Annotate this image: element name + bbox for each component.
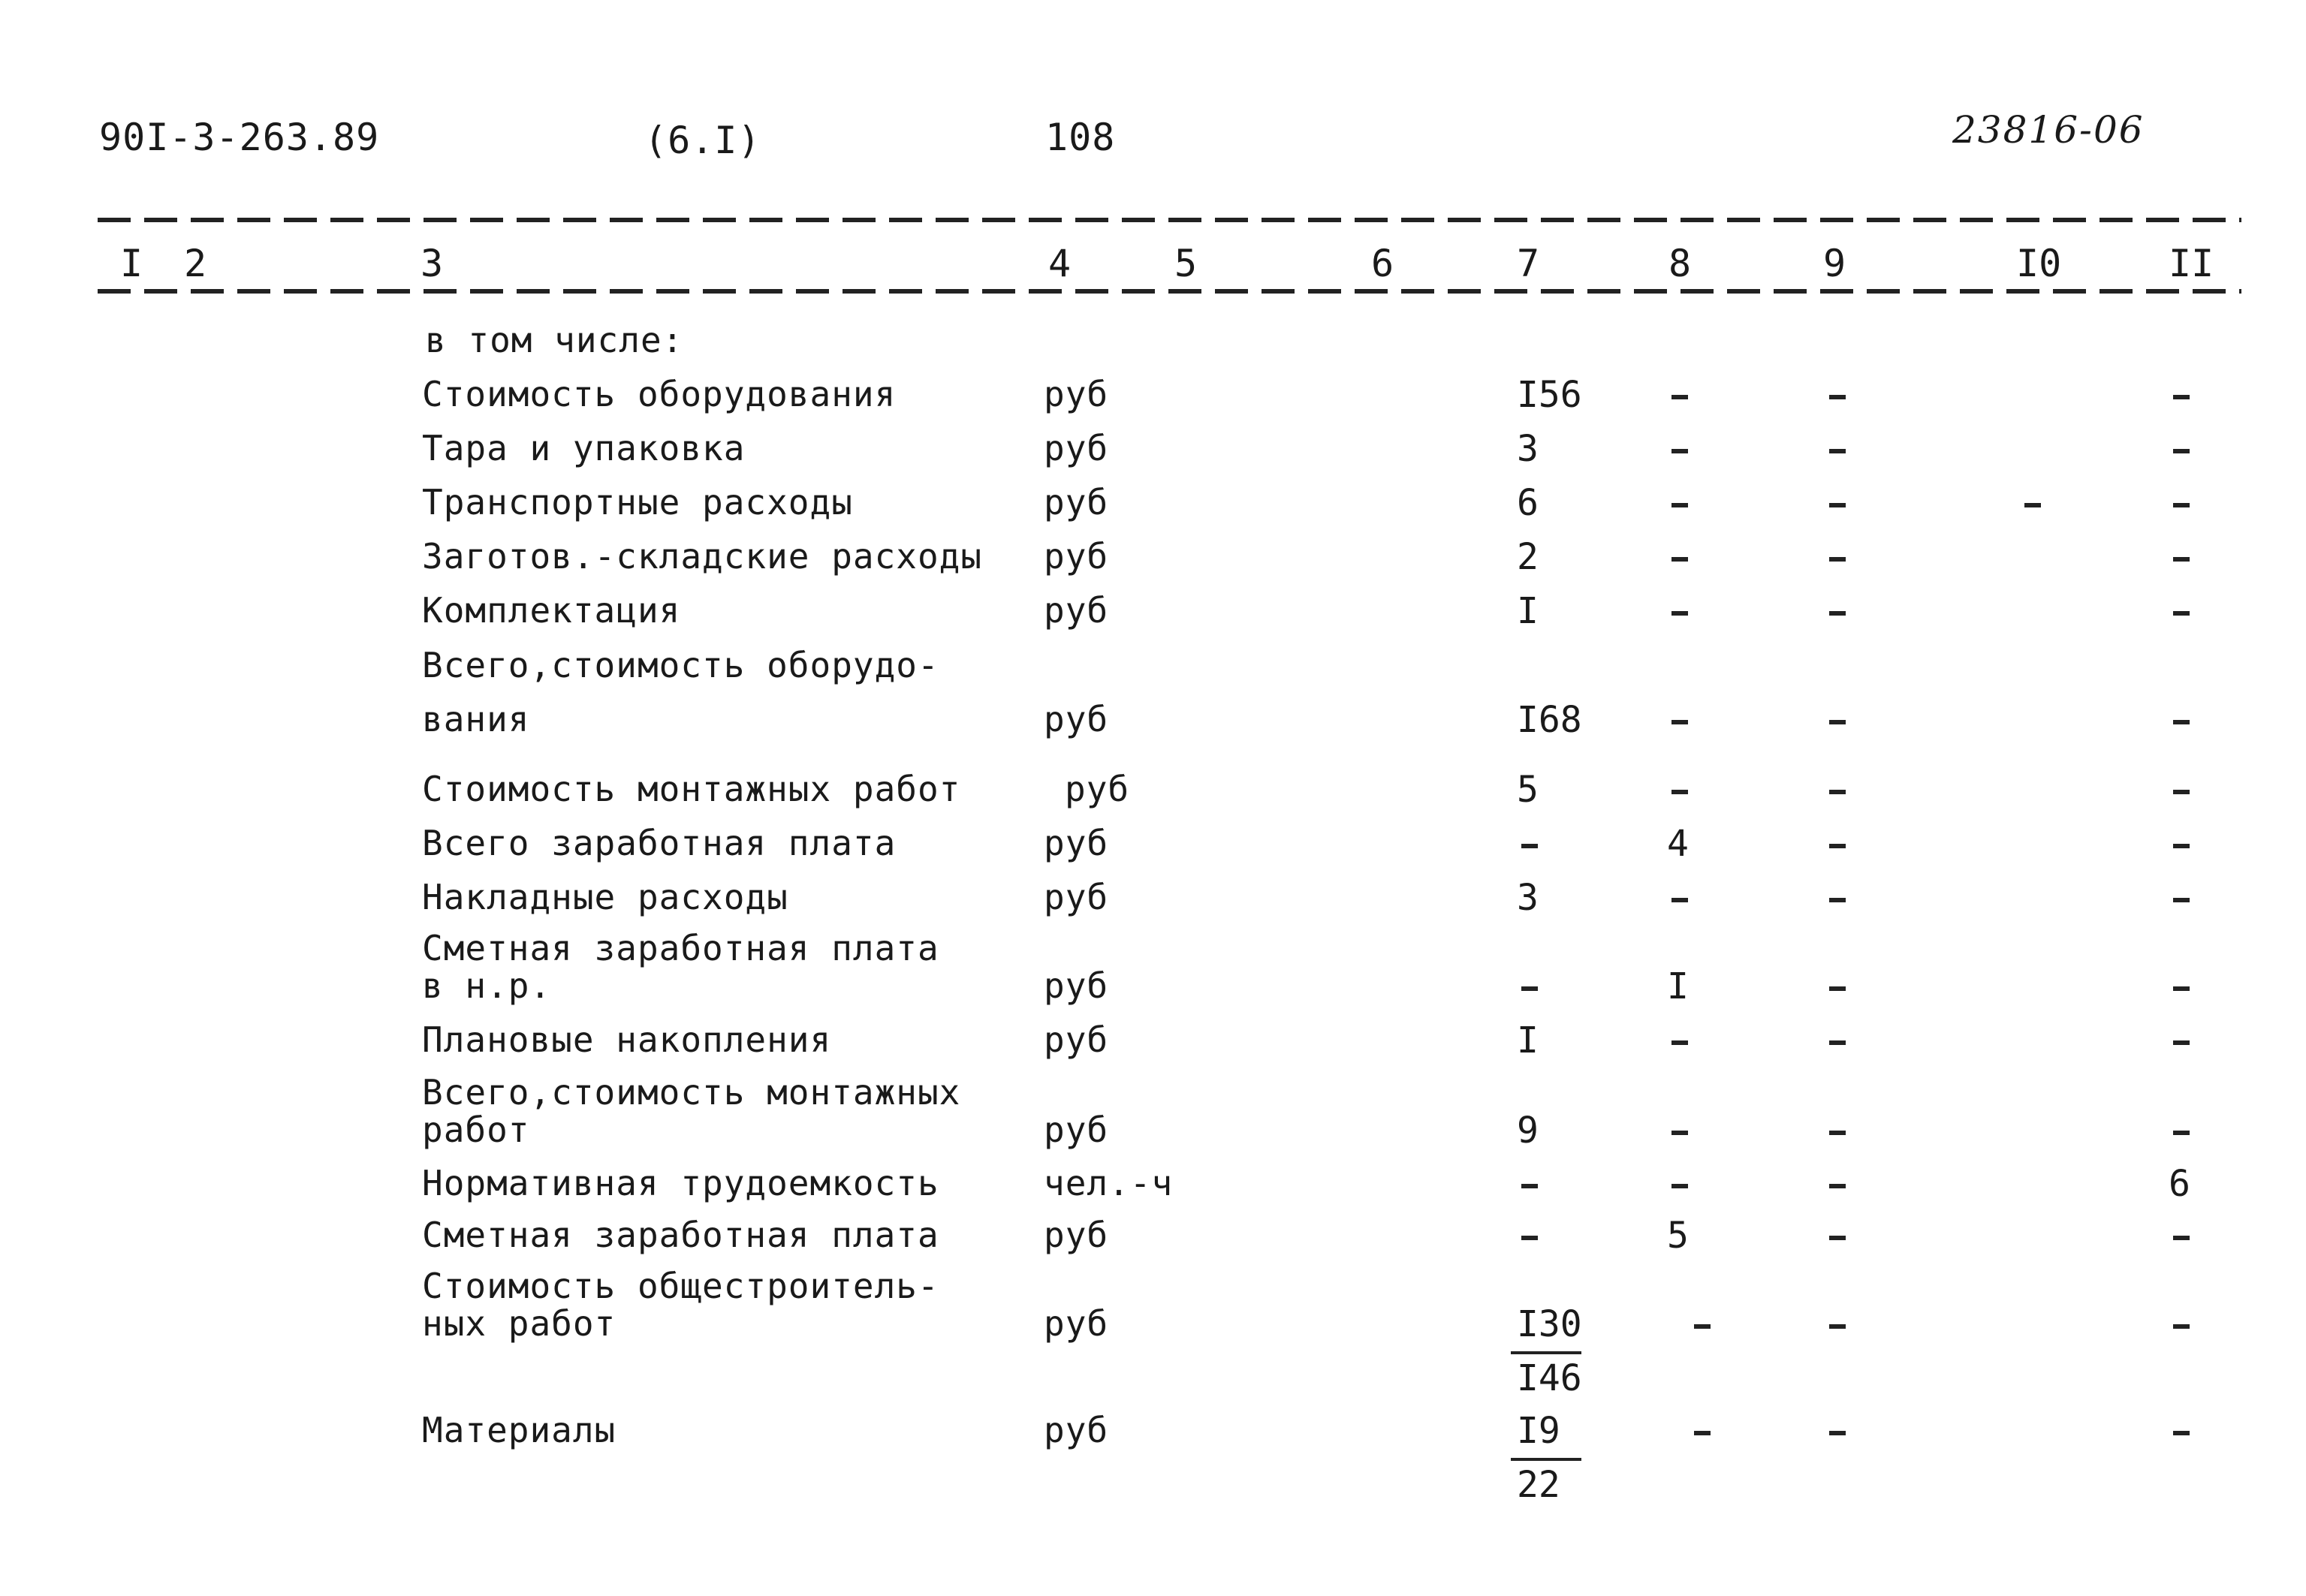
empty-dash (1671, 503, 1688, 507)
empty-dash (2173, 557, 2190, 562)
column-number-5: 5 (1174, 242, 1198, 285)
empty-dash (1829, 986, 1846, 991)
empty-dash (1694, 1431, 1711, 1435)
fraction-bar (1511, 1351, 1581, 1354)
empty-dash (1829, 503, 1846, 507)
cell-value-c7: 9 (1517, 1110, 1539, 1152)
empty-dash (1671, 1184, 1688, 1188)
row-unit: руб (1044, 590, 1109, 631)
header-rule-bottom (98, 289, 2241, 294)
row-label: Материалы (422, 1410, 616, 1450)
empty-dash (2173, 1131, 2190, 1135)
empty-dash (1829, 1184, 1846, 1188)
row-label: Сметная заработная плата (422, 1215, 939, 1255)
row-label: Плановые накопления (422, 1019, 832, 1060)
empty-dash (1671, 898, 1688, 902)
fraction-bar (1511, 1458, 1581, 1461)
empty-dash (1829, 790, 1846, 794)
empty-dash (1829, 720, 1846, 724)
empty-dash (1829, 1236, 1846, 1240)
column-number-9: 9 (1823, 242, 1846, 285)
column-number-10: I0 (2016, 242, 2062, 285)
cell-value-c7: I (1517, 1019, 1539, 1061)
row-label: вания (422, 699, 530, 739)
cell-value-c7: 3 (1517, 877, 1539, 919)
row-label: Заготов.-складские расходы (422, 536, 983, 577)
empty-dash (1829, 611, 1846, 616)
column-number-1: I (120, 242, 143, 285)
empty-dash (1829, 844, 1846, 848)
empty-dash (2173, 1431, 2190, 1435)
column-number-6: 6 (1371, 242, 1394, 285)
row-label: Накладные расходы (422, 877, 788, 917)
row-label: в н.р. (422, 965, 552, 1006)
empty-dash (2173, 611, 2190, 616)
empty-dash (1829, 1131, 1846, 1135)
empty-dash (2173, 898, 2190, 902)
row-label: Всего,стоимость оборудо- (422, 645, 939, 685)
cell-value-c8: 4 (1667, 823, 1689, 865)
empty-dash (2173, 449, 2190, 453)
row-label: работ (422, 1110, 530, 1150)
column-number-4: 4 (1048, 242, 1072, 285)
cell-value-c7-below: I46 (1517, 1357, 1582, 1399)
empty-dash (1829, 449, 1846, 453)
column-number-7: 7 (1517, 242, 1540, 285)
column-number-3: 3 (421, 242, 444, 285)
empty-dash (2173, 1324, 2190, 1329)
row-label: Сметная заработная плата (422, 928, 939, 968)
empty-dash (2173, 395, 2190, 399)
empty-dash (1671, 720, 1688, 724)
column-number-2: 2 (184, 242, 207, 285)
document-code: 90I-3-263.89 (99, 116, 380, 159)
row-label: Комплектация (422, 590, 681, 631)
empty-dash (1671, 449, 1688, 453)
empty-dash (1671, 790, 1688, 794)
row-label: Транспортные расходы (422, 482, 853, 522)
empty-dash (1521, 986, 1538, 991)
empty-dash (1829, 898, 1846, 902)
column-number-11: II (2169, 242, 2214, 285)
handwritten-document-number: 23816-06 (1952, 108, 2145, 152)
cell-value-c7: 2 (1517, 536, 1539, 578)
row-unit: руб (1044, 1019, 1109, 1060)
row-label: Стоимость общестроитель- (422, 1266, 939, 1306)
empty-dash (2173, 720, 2190, 724)
row-unit: руб (1044, 877, 1109, 917)
row-label: Нормативная трудоемкость (422, 1163, 939, 1203)
empty-dash (2173, 790, 2190, 794)
empty-dash (1671, 1131, 1688, 1135)
empty-dash (2173, 1040, 2190, 1045)
row-label: ных работ (422, 1303, 616, 1344)
row-label: Всего заработная плата (422, 823, 897, 863)
cell-value-c7: 6 (1517, 482, 1539, 524)
row-label: Всего,стоимость монтажных (422, 1072, 961, 1113)
empty-dash (2173, 503, 2190, 507)
row-label: Стоимость монтажных работ (422, 769, 961, 809)
empty-dash (1694, 1324, 1711, 1329)
empty-dash (1671, 1040, 1688, 1045)
empty-dash (1829, 1324, 1846, 1329)
row-unit: руб (1044, 1303, 1109, 1344)
row-unit: руб (1044, 823, 1109, 863)
empty-dash (1521, 1184, 1538, 1188)
empty-dash (1829, 1040, 1846, 1045)
cell-value-c7: I9 (1517, 1410, 1560, 1452)
header-rule-top (98, 218, 2241, 222)
empty-dash (2173, 986, 2190, 991)
cell-value-c8: I (1667, 965, 1689, 1007)
column-number-8: 8 (1668, 242, 1692, 285)
empty-dash (2173, 1236, 2190, 1240)
row-unit: руб (1044, 482, 1109, 522)
empty-dash (1829, 395, 1846, 399)
cell-value-c7: I56 (1517, 374, 1582, 416)
row-unit: чел.-ч (1044, 1163, 1174, 1203)
cell-value-c11: 6 (2169, 1163, 2190, 1205)
cell-value-c7: I68 (1517, 699, 1582, 741)
cell-value-c7: I (1517, 590, 1539, 632)
empty-dash (1671, 557, 1688, 562)
row-label: Тара и упаковка (422, 428, 746, 468)
row-unit: руб (1044, 428, 1109, 468)
row-unit: руб (1044, 536, 1109, 577)
page-number: 108 (1045, 116, 1116, 159)
empty-dash (1521, 844, 1538, 848)
empty-dash (1829, 557, 1846, 562)
empty-dash (1671, 611, 1688, 616)
row-label: Стоимость оборудования (422, 374, 897, 414)
empty-dash (2024, 503, 2041, 507)
row-unit: руб (1044, 1410, 1109, 1450)
cell-value-c8: 5 (1667, 1215, 1689, 1257)
cell-value-c7: I30 (1517, 1303, 1582, 1345)
empty-dash (1521, 1236, 1538, 1240)
row-unit: руб (1044, 965, 1109, 1006)
cell-value-c7: 5 (1517, 769, 1539, 811)
row-unit: руб (1044, 1110, 1109, 1150)
empty-dash (1829, 1431, 1846, 1435)
row-unit: руб (1065, 769, 1130, 809)
row-unit: руб (1044, 1215, 1109, 1255)
cell-value-c7-below: 22 (1517, 1464, 1560, 1506)
intro-text: в том числе: (425, 320, 684, 360)
empty-dash (2173, 844, 2190, 848)
row-unit: руб (1044, 699, 1109, 739)
row-unit: руб (1044, 374, 1109, 414)
cell-value-c7: 3 (1517, 428, 1539, 470)
empty-dash (1671, 395, 1688, 399)
section-number: (6.I) (644, 119, 761, 162)
